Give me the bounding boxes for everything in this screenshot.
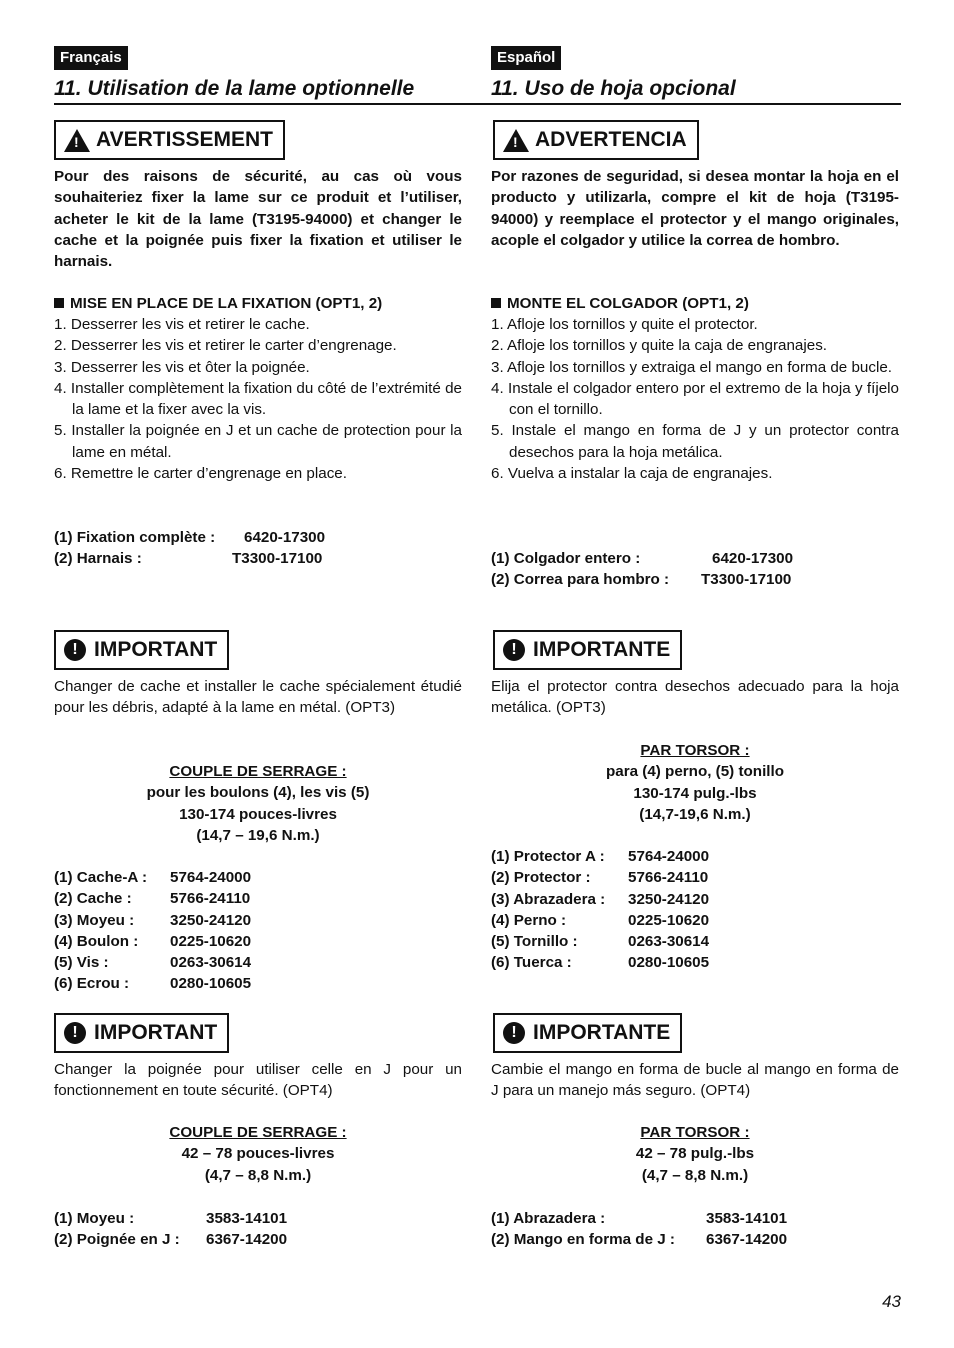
list-item: 4. Instale el colgador entero por el extremo de la hoja y fíjelo con el tornillo. [491, 379, 899, 419]
language-tag-spanish: Español [491, 46, 561, 70]
list-item: 3. Afloje los tornillos y extraiga el mango en forma de bucle. [491, 358, 892, 376]
list-item: 6. Vuelva a instalar la caja de engranajes. [491, 465, 773, 483]
important-box-2-spanish: ! IMPORTANTE [493, 1013, 682, 1053]
section-title-french: 11. Utilisation de la lame optionnelle [54, 77, 415, 100]
important-text-2-spanish: Cambie el mango en forma de bucle al mango en forma de J para un manejo más seguro. (OPT4) [491, 1061, 899, 1100]
list-item: (2) Protector : 5766-24110 [491, 869, 709, 887]
list-item: 3. Desserrer les vis et ôter la poignée. [54, 358, 310, 376]
important-text-1-french: Changer de cache et installer le cache spécialement étudié pour les débris, adapté à la lame en métal. (OPT3) [54, 678, 462, 717]
list-item: (5) Vis : 0263-30614 [54, 954, 252, 972]
warning-text-french: Pour des raisons de sécurité, au cas où vous souhaiteriez fixer la lame sur ce produit et l’utiliser, acheter le kit de la lame (T3195-94000) et changer le cache et la poignée puis fixer la fixation et utiliser le harnais. [54, 168, 462, 271]
list-item: 1. Desserrer les vis et retirer le cache. [54, 316, 310, 333]
list-item: (2) Cache : 5766-24110 [54, 890, 251, 908]
square-bullet-icon [54, 298, 64, 308]
warning-text-spanish: Por razones de seguridad, si desea montar la hoja en el producto y utilizarla, compre el kit de hoja (T3195-94000) y reemplace el protector y el mango originales, acople el colgador y utilice la correa de hombro. [491, 168, 899, 249]
list-item: 5. Instale el mango en forma de J y un protector contra desechos para la hoja metálica. [491, 422, 899, 461]
list-item: 1. Afloje los tornillos y quite el protector. [491, 316, 758, 333]
exclamation-icon: ! [503, 639, 525, 661]
square-bullet-icon [491, 298, 501, 308]
warning-triangle-icon: ! [503, 129, 529, 152]
list-item: (1) Fixation complète : 6420-17300 [54, 529, 326, 546]
section-heading-french: MISE EN PLACE DE LA FIXATION (OPT1, 2) [54, 293, 382, 314]
list-item: (1) Moyeu : 3583-14101 [54, 1210, 288, 1227]
warning-triangle-icon: ! [64, 129, 90, 152]
section-heading-spanish: MONTE EL COLGADOR (OPT1, 2) [491, 293, 749, 314]
torque-spec-2-french: COUPLE DE SERRAGE : 42 – 78 pouces-livres (4,7 – 8,8 N.m.) [169, 1124, 347, 1184]
list-item: (2) Harnais : T3300-17100 [54, 550, 323, 568]
parts-list-3-french [54, 1208, 287, 1251]
parts-list-1-french [54, 527, 325, 570]
language-tag-french: Français [54, 46, 128, 70]
list-item: (3) Moyeu : 3250-24120 [54, 911, 252, 929]
steps-list-spanish [491, 314, 899, 484]
list-item: (2) Mango en forma de J : 6367-14200 [491, 1231, 788, 1249]
torque-spec-1-french: COUPLE DE SERRAGE : pour les boulons (4), les vis (5) 130-174 pouces-livres (14,7 – 19,6 N.m.) [146, 763, 370, 844]
list-item: (5) Tornillo : 0263-30614 [491, 933, 710, 951]
list-item: (2) Poignée en J : 6367-14200 [54, 1231, 288, 1249]
list-item: (1) Protector A : 5764-24000 [491, 848, 710, 865]
parts-list-3-spanish [491, 1208, 787, 1251]
list-item: 2. Desserrer les vis et retirer le carter d’engrenage. [54, 337, 397, 355]
exclamation-icon: ! [503, 1022, 525, 1044]
list-item: (3) Abrazadera : 3250-24120 [491, 890, 710, 908]
parts-list-2-spanish [491, 846, 709, 974]
parts-list-2-french [54, 867, 251, 995]
important-box-1-french: ! IMPORTANT [54, 630, 229, 670]
exclamation-icon: ! [64, 639, 86, 661]
list-item: 2. Afloje los tornillos y quite la caja de engranajes. [491, 337, 828, 355]
important-text-2-french: Changer la poignée pour utiliser celle en J pour un fonctionnement en toute sécurité. (OPT4) [54, 1061, 462, 1100]
list-item: (1) Abrazadera : 3583-14101 [491, 1210, 788, 1227]
torque-spec-2-spanish: PAR TORSOR : 42 – 78 pulg.-lbs (4,7 – 8,8 N.m.) [635, 1124, 755, 1184]
list-item: (2) Correa para hombro : T3300-17100 [491, 571, 792, 589]
steps-list-french [54, 314, 462, 484]
important-box-1-spanish: ! IMPORTANTE [493, 630, 682, 670]
list-item: 6. Remettre le carter d’engrenage en place. [54, 465, 347, 483]
warning-box-french [54, 120, 285, 160]
warning-box-spanish: ! ADVERTENCIA [493, 120, 699, 160]
important-text-1-spanish: Elija el protector contra desechos adecuado para la hoja metálica. (OPT3) [491, 678, 899, 717]
list-item: (6) Tuerca : 0280-10605 [491, 954, 710, 972]
list-item: (1) Cache-A : 5764-24000 [54, 869, 252, 886]
list-item: 4. Installer complètement la fixation du côté de l’extrémité de la lame et la fixer avec la vis. [54, 379, 462, 419]
list-item: (4) Boulon : 0225-10620 [54, 932, 252, 950]
list-item: (4) Perno : 0225-10620 [491, 911, 710, 929]
important-box-2-french: ! IMPORTANT [54, 1013, 229, 1053]
page-number: 43 [882, 1292, 901, 1311]
header-rule [54, 103, 901, 105]
parts-list-1-spanish [491, 548, 793, 591]
exclamation-icon: ! [64, 1022, 86, 1044]
warning-label: AVERTISSEMENT [96, 128, 273, 151]
torque-spec-1-spanish: PAR TORSOR : para (4) perno, (5) tonillo 130-174 pulg.-lbs (14,7-19,6 N.m.) [605, 742, 785, 823]
list-item: 5. Installer la poignée en J et un cache de protection pour la lame en métal. [54, 422, 462, 461]
section-title-spanish: 11. Uso de hoja opcional [491, 77, 736, 100]
list-item: (6) Ecrou : 0280-10605 [54, 975, 252, 993]
list-item: (1) Colgador entero : 6420-17300 [491, 550, 794, 567]
